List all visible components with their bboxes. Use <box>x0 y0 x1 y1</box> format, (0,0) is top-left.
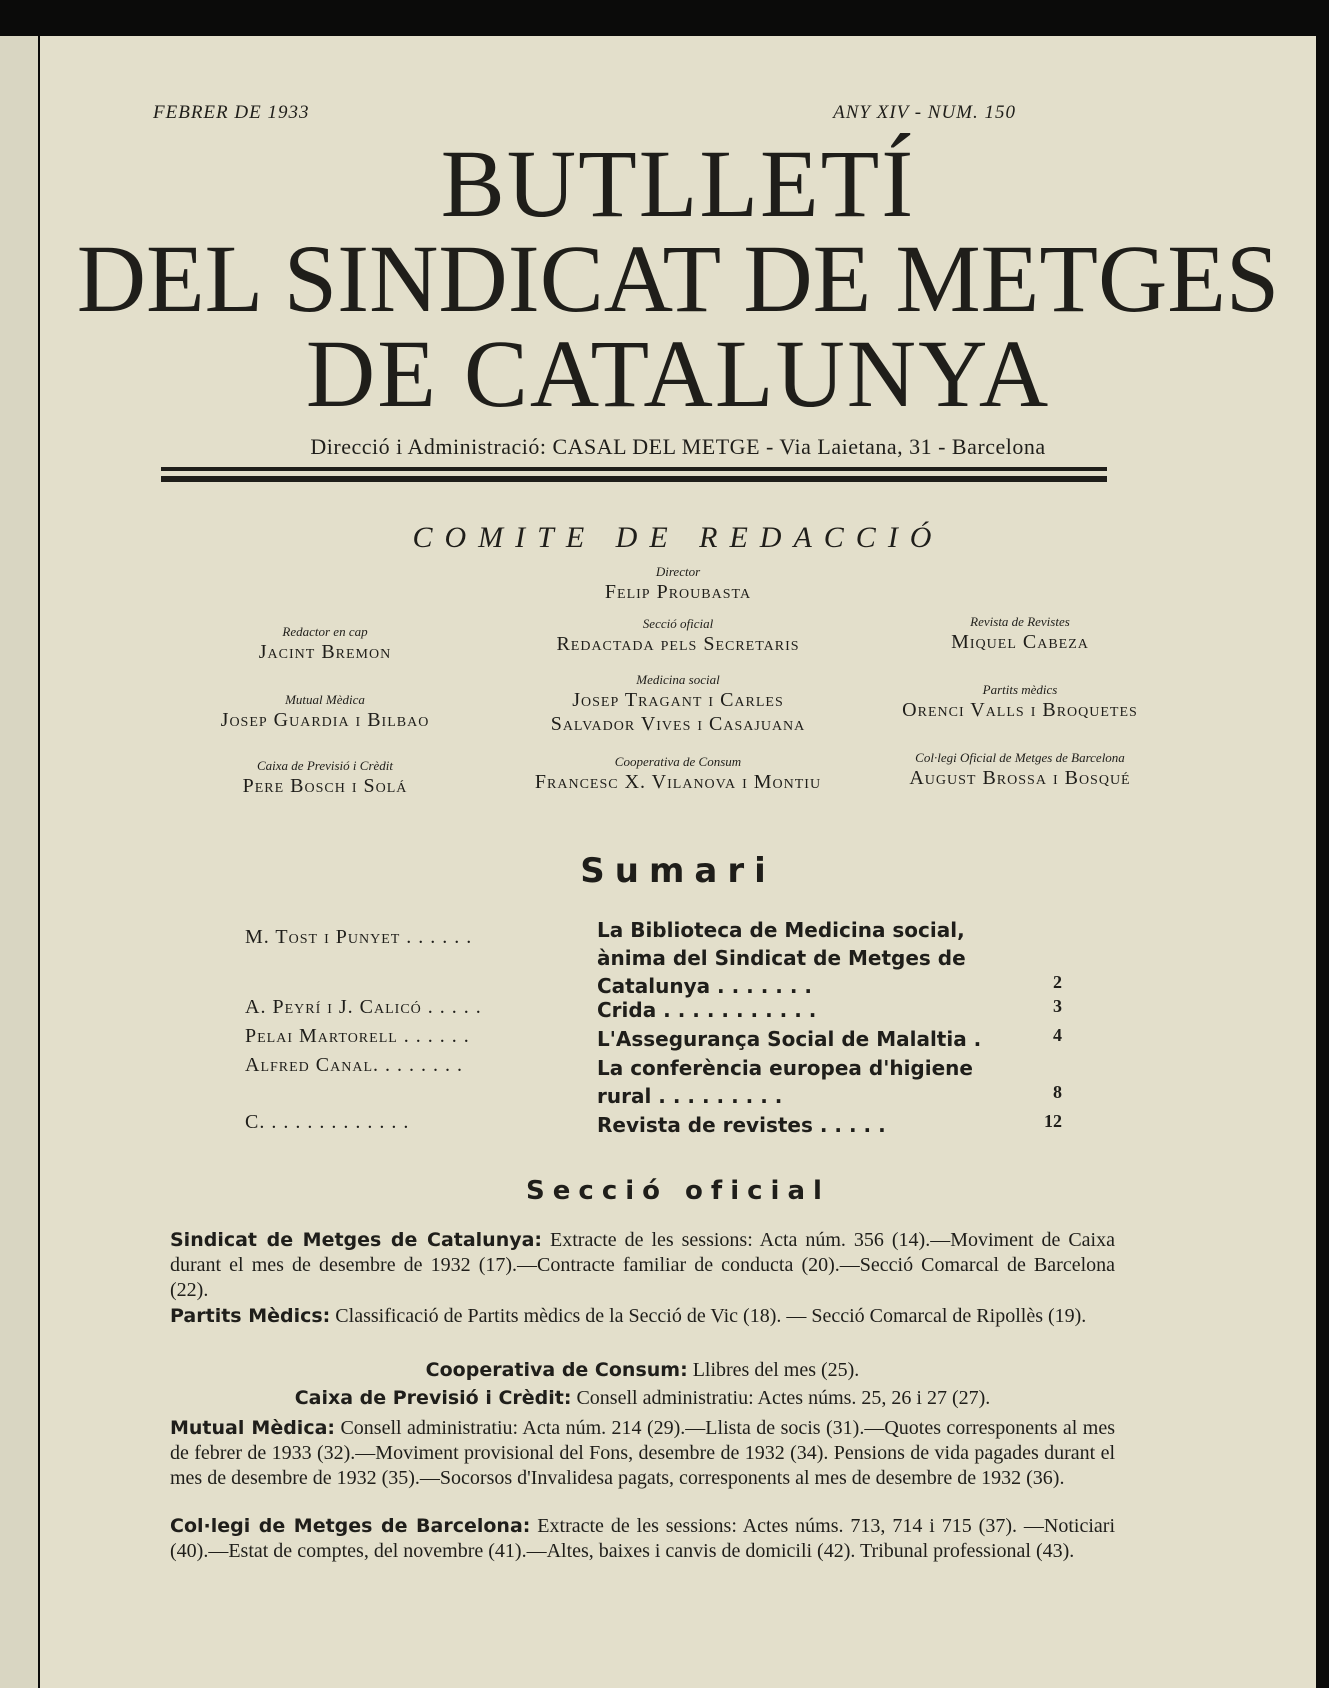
role-label: Redactor en cap <box>282 624 368 639</box>
member-name: Francesc X. Vilanova i Montiu <box>534 771 822 793</box>
comite-center-3 <box>508 754 848 794</box>
seccio-heading: Secció oficial <box>526 1176 830 1206</box>
comite-right-2 <box>850 682 1190 722</box>
paragraph-text: Consell administratiu: Acta núm. 214 (29).—Llista de socis (31).—Quotes corresponents al mes de febrer de 1933 (32).—Moviment provisional del Fons, desembre de 1932 (34). Pensions de vida pagades durant el mes de desembre de 1932 (35).—Socorsos d'Invalidesa pagats, corresponents al mes de desembre de 1932 (36). <box>170 1417 1115 1489</box>
sumari-author: Alfred Canal. . . . . . . . <box>245 1054 464 1076</box>
member-name: Miquel Cabeza <box>951 631 1089 653</box>
seccio-paragraph <box>170 1358 1115 1383</box>
document-page <box>40 36 1316 1688</box>
seccio-paragraph <box>170 1386 1115 1411</box>
paragraph-lead: Sindicat de Metges de Catalunya: <box>170 1229 543 1251</box>
role-label: Caixa de Previsió i Crèdit <box>257 758 393 773</box>
member-name: Salvador Vives i Casajuana <box>550 713 806 735</box>
comite-director <box>508 564 848 604</box>
comite-left-3 <box>155 758 495 798</box>
member-name: Josep Guardia i Bilbao <box>220 709 430 731</box>
comite-left-1 <box>155 624 495 664</box>
seccio-paragraph <box>170 1228 1115 1303</box>
issue-date: FEBRER DE 1933 <box>153 102 310 123</box>
role-label: Medicina social <box>636 672 720 687</box>
role-label: Mutual Mèdica <box>285 692 365 707</box>
sumari-title: Revista de revistes . . . . . <box>597 1113 886 1137</box>
sumari-page: 3 <box>1053 996 1062 1016</box>
role-label: Cooperativa de Consum <box>614 754 742 769</box>
masthead-line-1: BUTLLETÍ <box>440 130 916 237</box>
sumari-page: 8 <box>1053 1082 1062 1102</box>
sumari-page: 12 <box>1044 1111 1062 1131</box>
member-name: Redactada pels Secretaris <box>556 633 800 655</box>
member-name: August Brossa i Bosqué <box>909 767 1131 789</box>
sumari-title: Crida . . . . . . . . . . . <box>597 998 817 1022</box>
sumari-title: La Biblioteca de Medicina social, ànima del Sindicat de Metges de Catalunya . . . . . . . <box>597 918 966 998</box>
paragraph-lead: Cooperativa de Consum: <box>425 1359 688 1381</box>
seccio-paragraph <box>170 1304 1115 1329</box>
member-name: Orenci Valls i Broquetes <box>902 699 1138 721</box>
comite-right-3 <box>850 750 1190 790</box>
paragraph-text: Extracte de les sessions: Acta núm. 356 (14).—Moviment de Caixa durant el mes de desembre de 1932 (17).—Contracte familiar de conducta (20).—Secció Comarcal de Barcelona (22). <box>170 1229 1115 1301</box>
paragraph-text: Extracte de les sessions: Actes núms. 713, 714 i 715 (37). —Noticiari (40).—Estat de comptes, del novembre (41).—Altes, baixes i canvis de domicili (42). Tribunal professional (43). <box>170 1515 1115 1562</box>
role-label: Partits mèdics <box>982 682 1058 697</box>
member-name: Jacint Bremon <box>258 641 392 663</box>
address-line: Direcció i Administració: CASAL DEL METGE - Via Laietana, 31 - Barcelona <box>310 434 1046 459</box>
role-label: Director <box>655 564 701 579</box>
sumari-author: A. Peyrí i J. Calicó . . . . . <box>245 996 482 1018</box>
member-name: Josep Tragant i Carles <box>572 689 784 711</box>
issue-number: ANY XIV - NUM. 150 <box>833 102 1016 123</box>
role-label: Revista de Revistes <box>970 614 1070 629</box>
member-name: Felip Proubasta <box>604 581 752 603</box>
sumari-author: C. . . . . . . . . . . . . <box>245 1111 410 1133</box>
sumari-page: 2 <box>1053 972 1062 992</box>
comite-center-2 <box>508 672 848 736</box>
paragraph-lead: Partits Mèdics: <box>170 1305 331 1327</box>
role-label: Col·legi Oficial de Metges de Barcelona <box>915 750 1125 765</box>
sumari-heading: Sumari <box>580 851 776 891</box>
paragraph-text: Llibres del mes (25). <box>687 1359 860 1381</box>
comite-heading: COMITE DE REDACCIÓ <box>412 521 944 554</box>
masthead-rule-thick <box>161 476 1107 482</box>
role-label: Secció oficial <box>642 616 714 631</box>
masthead-line-3: DE CATALUNYA <box>305 320 1051 427</box>
comite-left-2 <box>155 692 495 732</box>
sumari-title: L'Assegurança Social de Malaltia . <box>597 1027 982 1051</box>
paragraph-lead: Col·legi de Metges de Barcelona: <box>170 1515 531 1537</box>
paragraph-text: Consell administratiu: Actes núms. 25, 26 i 27 (27). <box>571 1387 991 1409</box>
member-name: Pere Bosch i Solá <box>242 775 408 797</box>
comite-right-1 <box>850 614 1190 654</box>
sumari-author: Pelai Martorell . . . . . . <box>245 1025 470 1047</box>
seccio-paragraph <box>170 1514 1115 1564</box>
comite-center-1 <box>508 616 848 656</box>
sumari-author: M. Tost i Punyet . . . . . . <box>245 926 473 948</box>
sumari-page: 4 <box>1053 1025 1062 1045</box>
masthead-rule-thin <box>161 467 1107 471</box>
seccio-paragraph <box>170 1416 1115 1491</box>
paragraph-lead: Caixa de Previsió i Crèdit: <box>294 1387 572 1409</box>
adjacent-page-strip <box>0 36 38 1688</box>
sumari-title: La conferència europea d'higiene rural . . . . . . . . . <box>597 1056 973 1108</box>
paragraph-lead: Mutual Mèdica: <box>170 1417 336 1439</box>
masthead-line-2: DEL SINDICAT DE METGES <box>76 225 1280 332</box>
paragraph-text: Classificació de Partits mèdics de la Secció de Vic (18). — Secció Comarcal de Ripollès (19). <box>330 1305 1087 1327</box>
